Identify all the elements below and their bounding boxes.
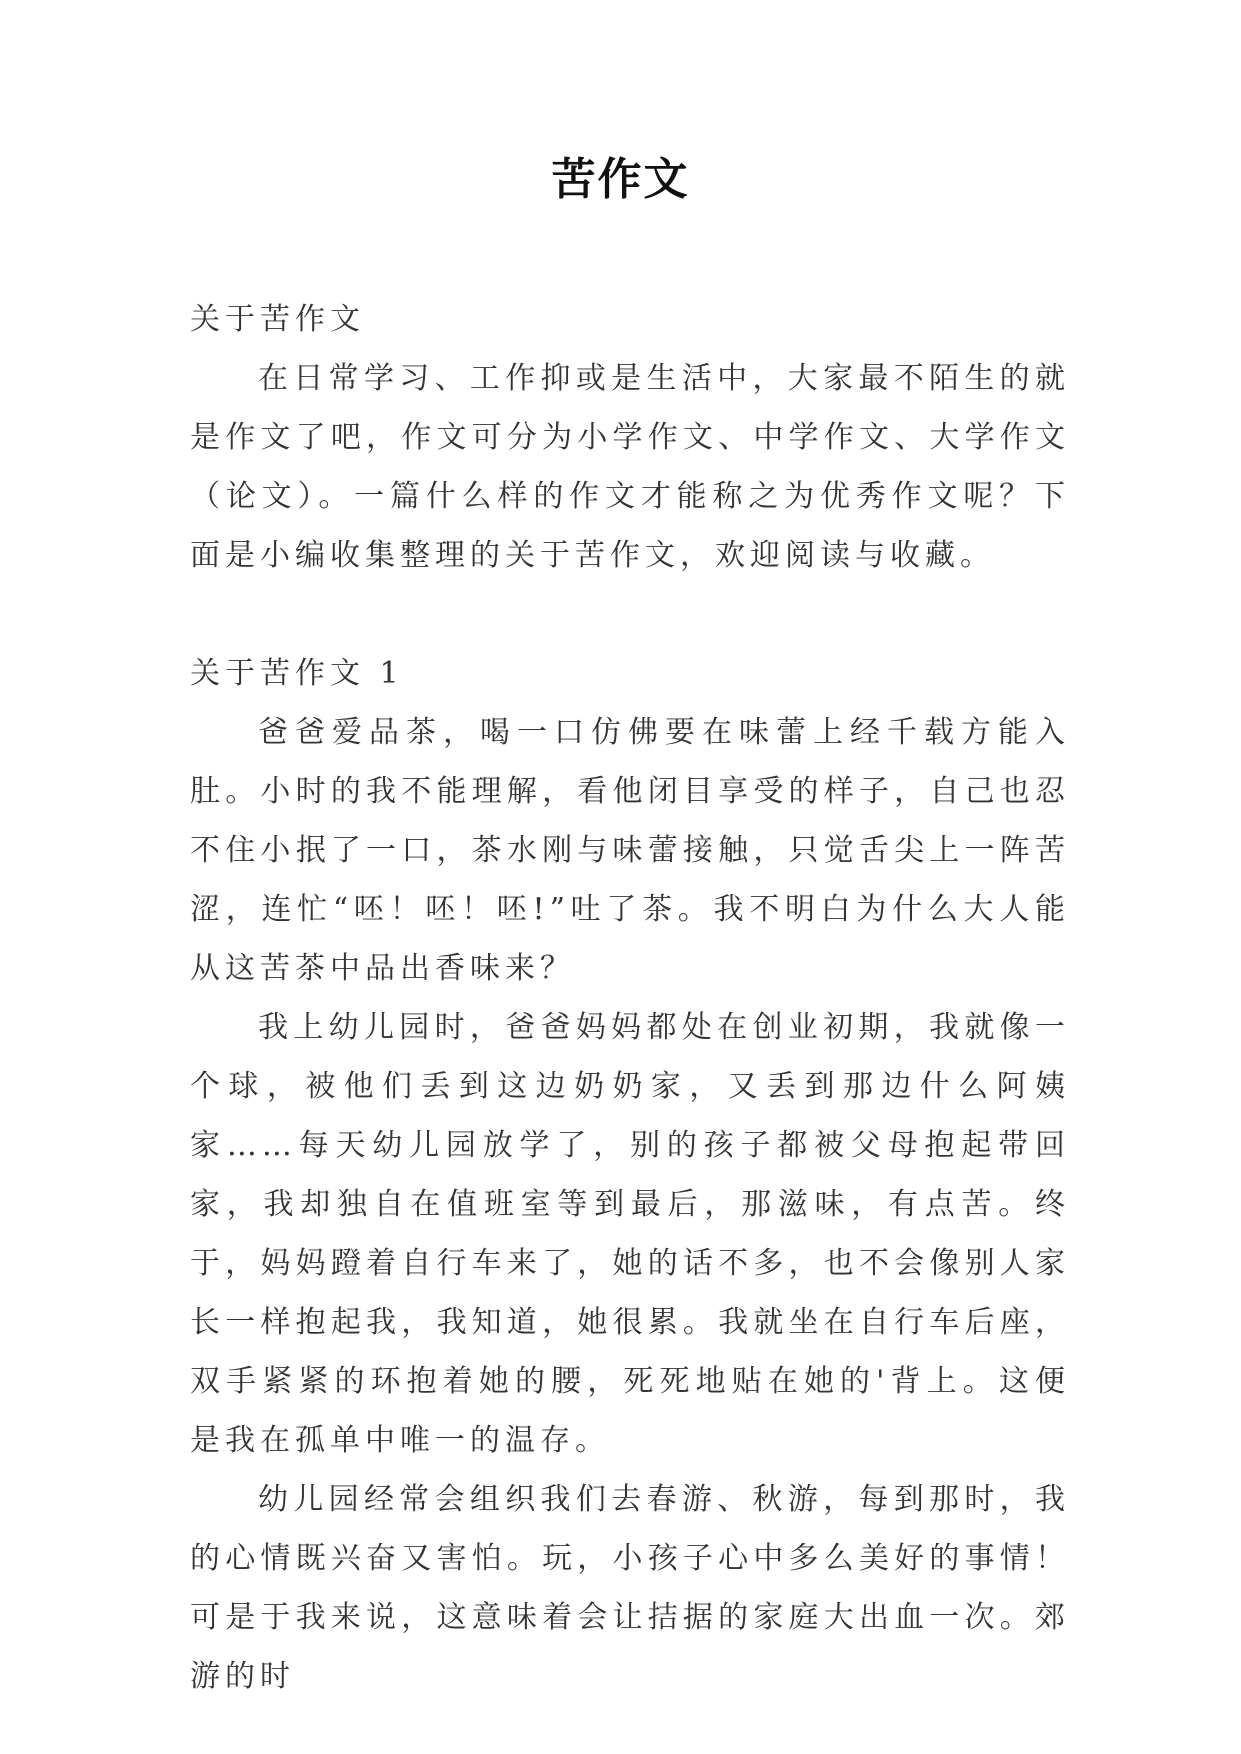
intro-heading: 关于苦作文 bbox=[190, 302, 365, 337]
section1-paragraph-1: 爸爸爱品茶，喝一口仿佛要在味蕾上经千载方能入肚。小时的我不能理解，看他闭目享受的样子，自己也忍不住小抿了一口，茶水刚与味蕾接触，只觉舌尖上一阵苦涩，连忙“呸！呸！呸!”吐了茶。我不明白为什么大人能从这苦茶中品出香味来？ bbox=[190, 715, 1070, 986]
section1-paragraph-2: 我上幼儿园时，爸爸妈妈都处在创业初期，我就像一个球，被他们丢到这边奶奶家，又丢到那边什么阿姨家……每天幼儿园放学了，别的孩子都被父母抱起带回家，我却独自在值班室等到最后，那滋味，有点苦。终于，妈妈蹬着自行车来了，她的话不多，也不会像别人家长一样抱起我，我知道，她很累。我就坐在自行车后座，双手紧紧的环抱着她的腰，死死地贴在她的'背上。这便是我在孤单中唯一的温存。 bbox=[190, 1010, 1070, 1458]
section1-heading: 关于苦作文 1 bbox=[190, 656, 404, 691]
section-spacer bbox=[190, 585, 1070, 644]
document-title: 苦作文 bbox=[551, 154, 690, 205]
intro-paragraph: 在日常学习、工作抑或是生活中，大家最不陌生的就是作文了吧，作文可分为小学作文、中学作文、大学作文（论文）。一篇什么样的作文才能称之为优秀作文呢？下面是小编收集整理的关于苦作文，欢迎阅读与收藏。 bbox=[190, 361, 1070, 573]
section1-paragraph-3: 幼儿园经常会组织我们去春游、秋游，每到那时，我的心情既兴奋又害怕。玩，小孩子心中多么美好的事情！可是于我来说，这意味着会让拮据的家庭大出血一次。郊游的时 bbox=[190, 1482, 1070, 1694]
document-body bbox=[190, 290, 1070, 1706]
